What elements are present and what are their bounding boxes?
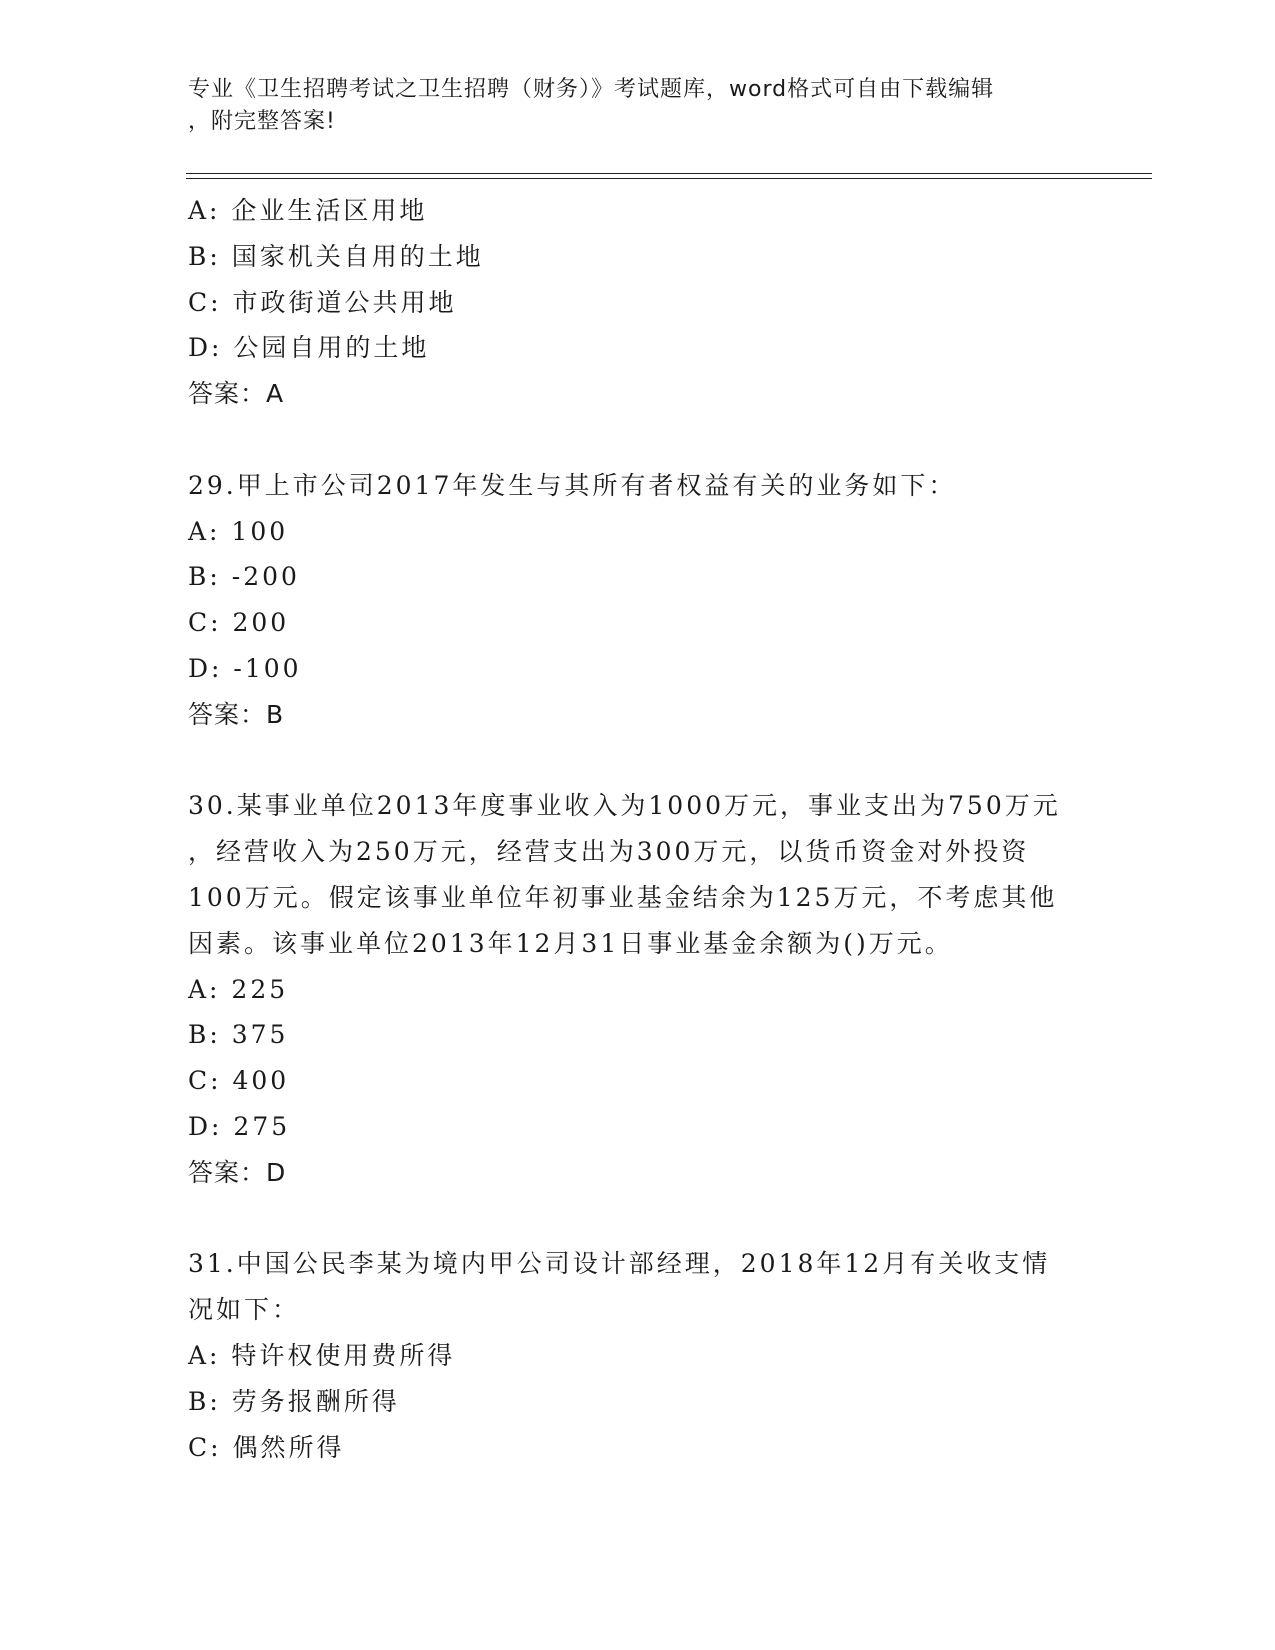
option-d: D: 275 xyxy=(188,1111,291,1141)
option-c: C: 200 xyxy=(188,608,290,638)
question-text: ，经营收入为250万元，经营支出为300万元，以货币资金对外投资 xyxy=(188,837,1030,867)
question-text: 100万元。假定该事业单位年初事业基金结余为125万元，不考虑其他 xyxy=(188,882,1058,912)
option-c: C: 市政街道公共用地 xyxy=(188,287,457,317)
spacer xyxy=(188,417,1088,463)
option-b: B: -200 xyxy=(188,562,300,592)
option-c: C: 偶然所得 xyxy=(188,1432,345,1462)
option-a: A: 225 xyxy=(188,974,289,1004)
header-divider-top xyxy=(186,173,1152,174)
option-b: B: 劳务报酬所得 xyxy=(188,1386,400,1416)
option-d: D: 公园自用的土地 xyxy=(188,333,430,363)
question-text: 况如下： xyxy=(188,1295,301,1325)
question-text: 因素。该事业单位2013年12月31日事业基金余额为()万元。 xyxy=(188,928,953,958)
option-b: B: 375 xyxy=(188,1020,289,1050)
option-a: A: 企业生活区用地 xyxy=(188,196,428,225)
spacer xyxy=(188,738,1088,784)
header-line-1: 专业《卫生招聘考试之卫生招聘（财务）》考试题库，word格式可自由下载编辑 xyxy=(188,77,995,102)
document-header xyxy=(188,74,1068,138)
option-b: B: 国家机关自用的土地 xyxy=(188,241,484,271)
answer: 答案：B xyxy=(188,699,285,729)
spacer xyxy=(188,1196,1088,1242)
question-block xyxy=(188,463,1088,738)
question-block xyxy=(188,783,1088,1195)
option-c: C: 400 xyxy=(188,1066,290,1096)
option-d: D: -100 xyxy=(188,653,302,683)
answer: 答案：A xyxy=(188,379,285,409)
question-text: 31.中国公民李某为境内甲公司设计部经理，2018年12月有关收支情 xyxy=(188,1249,1051,1279)
question-block xyxy=(188,188,1088,417)
header-divider-bottom xyxy=(186,178,1152,179)
question-list xyxy=(188,188,1088,1470)
option-a: A: 100 xyxy=(188,516,289,546)
answer: 答案：D xyxy=(188,1157,287,1187)
option-a: A: 特许权使用费所得 xyxy=(188,1340,456,1370)
question-text: 29.甲上市公司2017年发生与其所有者权益有关的业务如下： xyxy=(188,470,957,500)
question-text: 30.某事业单位2013年度事业收入为1000万元，事业支出为750万元 xyxy=(188,791,1061,821)
header-line-2: ，附完整答案! xyxy=(188,109,336,134)
question-block xyxy=(188,1241,1088,1470)
